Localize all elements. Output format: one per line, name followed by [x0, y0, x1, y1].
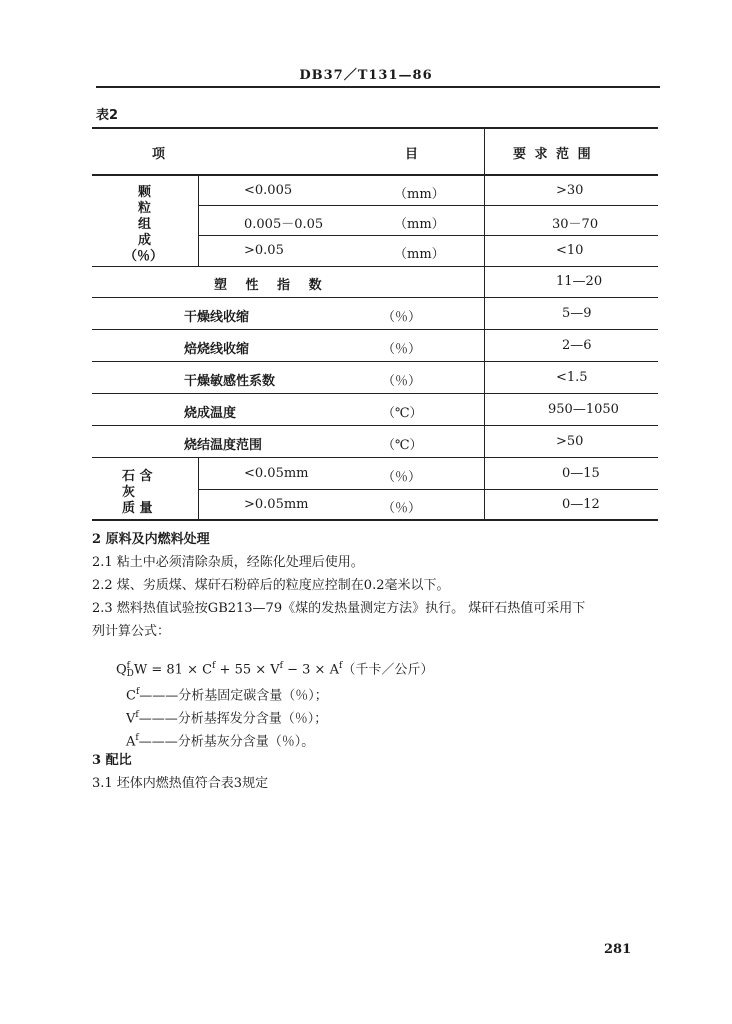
column-header-mu: 目 [405, 147, 419, 162]
row-rule [198, 235, 658, 236]
section-3-title: 3 配比 [92, 753, 132, 768]
table-cell-item: 烧成温度 [184, 406, 237, 421]
table-cell-item: <0.005 [244, 183, 293, 198]
table-cell-item: >0.05 [244, 243, 284, 258]
table-cell-range: 11—20 [556, 274, 603, 289]
table-cell-range: >30 [556, 183, 584, 198]
table-cell-item: >0.05mm [244, 497, 309, 512]
table-cell-item: 烧结温度范围 [184, 438, 263, 453]
table-cell-item: 干燥敏感性系数 [184, 374, 276, 389]
table-cell-unit: （％） [382, 342, 422, 357]
group-label-char: 灰 [122, 485, 136, 500]
formula-part: W = 81 × C [133, 662, 213, 678]
header-rule [96, 86, 660, 88]
formula-sup: f [212, 661, 216, 671]
symbol-sup: f [135, 733, 139, 743]
range-column-rule [484, 127, 485, 519]
table-cell-unit: （％） [382, 501, 422, 516]
row-rule [92, 361, 658, 362]
table-cell-unit: （％） [382, 310, 422, 325]
formula-sup: f [338, 661, 343, 671]
definition-a [126, 728, 314, 752]
group-label-char: 成 [138, 233, 152, 248]
row-rule [92, 457, 658, 458]
table-bottom-rule [92, 519, 658, 521]
table-cell-range: 2—6 [562, 338, 592, 353]
group-label-char: 石 含 [122, 469, 153, 484]
group-label-char: 质 量 [122, 501, 153, 516]
group-label-char: 组 [138, 217, 152, 232]
table-cell-item: 0.005－0.05 [244, 217, 324, 232]
document-code: DB37／T131—86 [299, 68, 433, 83]
clause-2-1: 2.1 粘土中必须清除杂质，经陈化处理后使用。 [92, 555, 364, 570]
definition-text: ———分析基挥发分含量（％）； [138, 711, 328, 727]
table-cell-unit: （℃） [382, 406, 423, 421]
section-2-title: 2 原料及内燃料处理 [92, 532, 210, 547]
table-cell-unit: （％） [382, 374, 422, 389]
formula-q-sub: D [126, 668, 134, 679]
table-cell-range: 950—1050 [548, 402, 619, 417]
symbol: C [126, 688, 136, 704]
table-cell-range: 30－70 [552, 217, 599, 232]
definition-text: ———分析基灰分含量（％）。 [138, 734, 315, 750]
table-cell-unit: （mm） [394, 187, 445, 202]
row-rule [92, 393, 658, 394]
table-label: 表2 [96, 108, 119, 123]
plasticity-label: 塑 性 指 数 [214, 278, 322, 293]
table-cell-range: <10 [556, 243, 584, 258]
symbol-sup: f [135, 710, 139, 720]
table-cell-unit: （％） [382, 470, 422, 485]
column-header-item: 项 [152, 147, 166, 162]
clause-3-1: 3.1 坯体内燃热值符合表3规定 [92, 776, 269, 791]
row-rule [92, 329, 658, 330]
group-column-rule [198, 174, 199, 266]
formula-q: Q [116, 662, 127, 678]
clause-2-2: 2.2 煤、劣质煤、煤矸石粉碎后的粒度应控制在0.2毫米以下。 [92, 578, 450, 593]
table-cell-range: >50 [556, 434, 584, 449]
group-label-char: 颗 [138, 185, 152, 200]
table-cell-item: <0.05mm [244, 466, 309, 481]
row-rule [198, 205, 658, 206]
definition-text: ———分析基固定碳含量（％）； [139, 688, 328, 704]
table-top-rule [92, 127, 658, 129]
group-label-char: （％） [124, 249, 164, 264]
column-header-range: 要 求 范 围 [513, 147, 593, 162]
formula-sup: f [279, 661, 283, 671]
row-rule [92, 266, 658, 267]
table-cell-unit: （mm） [394, 247, 445, 262]
symbol: A [126, 734, 136, 750]
formula-part: + 55 × V [215, 662, 280, 678]
symbol-sup: f [135, 687, 140, 697]
clause-2-3-line-1: 2.3 燃料热值试验按GB213—79《煤的发热量测定方法》执行。 煤矸石热值可采用下 [92, 601, 586, 616]
heat-value-formula [116, 656, 433, 680]
table-cell-range: <1.5 [556, 370, 588, 385]
row-rule [92, 425, 658, 426]
table-cell-unit: （℃） [382, 438, 423, 453]
definition-c [126, 682, 328, 706]
table-cell-range: 0—15 [562, 466, 600, 481]
table-cell-unit: （mm） [394, 217, 445, 232]
page-number: 281 [604, 942, 632, 957]
group-column-rule [198, 457, 199, 519]
symbol: V [126, 711, 136, 727]
formula-unit: （千卡／公斤） [342, 662, 434, 678]
definition-v [126, 705, 327, 729]
row-rule [198, 489, 658, 490]
formula-q-sup: f [126, 660, 131, 671]
table-cell-item: 焙烧线收缩 [184, 342, 250, 357]
table-cell-item: 干燥线收缩 [184, 310, 250, 325]
table-cell-range: 0—12 [562, 497, 600, 512]
table-cell-range: 5—9 [562, 306, 592, 321]
row-rule [92, 297, 658, 298]
table-header-rule [92, 174, 658, 176]
formula-part: − 3 × A [283, 662, 339, 678]
group-label-char: 粒 [138, 201, 152, 216]
clause-2-3-line-2: 列计算公式： [92, 624, 171, 639]
